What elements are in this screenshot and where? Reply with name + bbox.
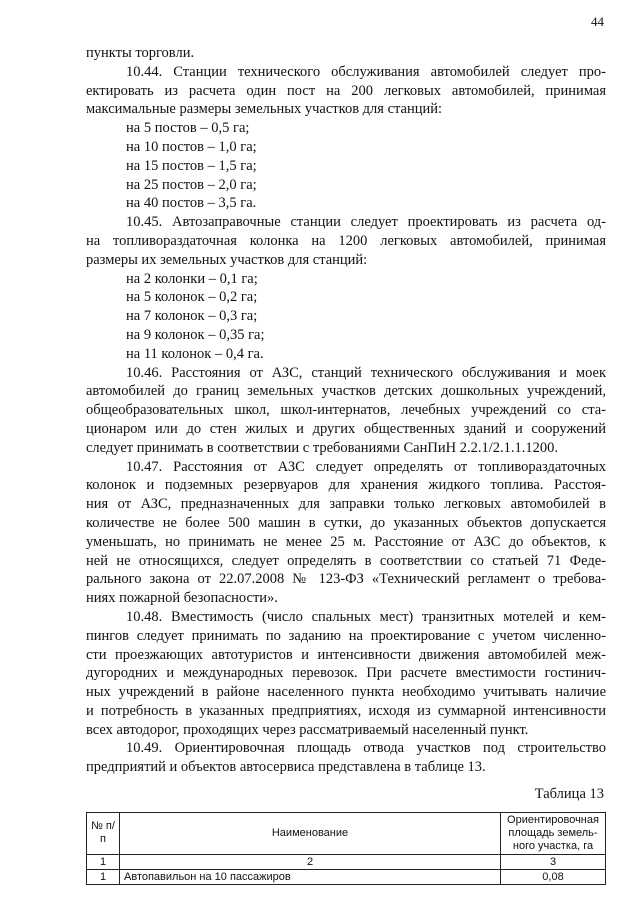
- text-line: пункты торговли.: [86, 45, 195, 61]
- text-line: рального закона от 22.07.2008 № 123-ФЗ «Технический регламент о требова-: [86, 571, 606, 588]
- text-line: ниях пожарной безопасности».: [86, 590, 278, 607]
- page-number: 44: [591, 14, 604, 29]
- text-line: 10.48. Вместимость (число спальных мест) транзитных мотелей и кем-: [126, 608, 606, 625]
- text-line: размеры их земельных участков для станций:: [86, 251, 368, 268]
- text-line: и потребность в указанных предприятиях, исходя из суммарной интенсивности: [86, 702, 606, 719]
- text-line: на 15 постов – 1,5 га;: [126, 157, 257, 174]
- text-line: на топливораздаточная колонка на 1200 легковых автомобилей, принимая: [86, 232, 606, 249]
- text-line: 10.47. Расстояния от АЗС следует определять от топливораздаточных: [126, 458, 606, 475]
- text-line: 10.49. Ориентировочная площадь отвода участков под строительство: [126, 740, 606, 757]
- table-cell: Автопавильон на 10 пассажиров: [120, 869, 501, 884]
- table-index-row: [87, 854, 606, 869]
- document-body: [86, 44, 606, 885]
- text-line: сти проезжающих автотуристов и интенсивности движения автомобилей меж-: [86, 646, 606, 663]
- table-cell: 1: [87, 869, 120, 884]
- text-line: пингов следует принимать по заданию на проектирование с учетом численно-: [86, 627, 606, 644]
- text-line: на 25 постов – 2,0 га;: [126, 176, 257, 193]
- text-line: на 5 постов – 0,5 га;: [126, 120, 250, 137]
- text-line: ционаром или до стен жилых и других общественных зданий и сооружений: [86, 420, 606, 437]
- text-line: на 11 колонок – 0,4 га.: [126, 345, 264, 362]
- text-line: количестве не более 500 машин в сутки, до указанных объектов допускается: [86, 514, 606, 531]
- table-caption: Таблица 13: [534, 786, 604, 803]
- header-name: Наименование: [120, 812, 501, 854]
- text-line: максимальные размеры земельных участков для станций:: [86, 101, 443, 118]
- table-header-row: [87, 812, 606, 854]
- text-line: всех автодорог, проходящих через рассматриваемый населенный пункт.: [86, 721, 529, 738]
- text-line: на 9 колонок – 0,35 га;: [126, 326, 265, 343]
- table-13: [86, 812, 606, 885]
- text-line: ектировать из расчета один пост на 200 легковых автомобилей, принимая: [86, 82, 606, 99]
- body-text: [86, 44, 606, 777]
- text-line: на 2 колонки – 0,1 га;: [126, 270, 258, 287]
- text-line: 10.45. Автозаправочные станции следует проектировать из расчета од-: [126, 214, 606, 231]
- text-line: уменьшать, но принимать не менее 25 м. Расстояние от АЗС до объектов, к: [86, 533, 606, 550]
- table-cell: 3: [501, 854, 606, 869]
- table-cell: 2: [120, 854, 501, 869]
- header-num: № п/п: [87, 812, 120, 854]
- text-line: на 5 колонок – 0,2 га;: [126, 289, 258, 306]
- text-line: на 10 постов – 1,0 га;: [126, 138, 257, 155]
- text-line: следует принимать в соответствии с требованиями СанПиН 2.2.1/2.1.1.1200.: [86, 439, 558, 456]
- text-line: колонок и подземных резервуаров для хранения жидкого топлива. Расстоя-: [86, 477, 606, 494]
- text-line: предприятий и объектов автосервиса представлена в таблице 13.: [86, 759, 486, 776]
- text-line: 10.44. Станции технического обслуживания автомобилей следует про-: [126, 63, 606, 80]
- table-cell: 1: [87, 854, 120, 869]
- header-area: Ориентировочная площадь земель-ного участка, га: [501, 812, 606, 854]
- text-line: ных учреждений в районе населенного пункта необходимо учитывать наличие: [86, 684, 606, 701]
- text-line: ней не относящихся, следует определять в соответствии со статьей 71 Феде-: [86, 552, 606, 569]
- text-line: на 40 постов – 3,5 га.: [126, 195, 257, 212]
- table-row: [87, 869, 606, 884]
- text-line: дугородних и международных перевозок. При расчете вместимости гостинич-: [86, 665, 606, 682]
- text-line: автомобилей до границ земельных участков детских дошкольных учреждений,: [86, 383, 606, 400]
- table-cell: 0,08: [501, 869, 606, 884]
- text-line: ния от АЗС, предназначенных для заправки только легковых автомобилей в: [86, 496, 606, 513]
- text-line: 10.46. Расстояния от АЗС, станций технического обслуживания и моек: [126, 364, 606, 381]
- text-line: на 7 колонок – 0,3 га;: [126, 308, 258, 325]
- text-line: общеобразовательных школ, школ-интернатов, лечебных учреждений со ста-: [86, 402, 606, 419]
